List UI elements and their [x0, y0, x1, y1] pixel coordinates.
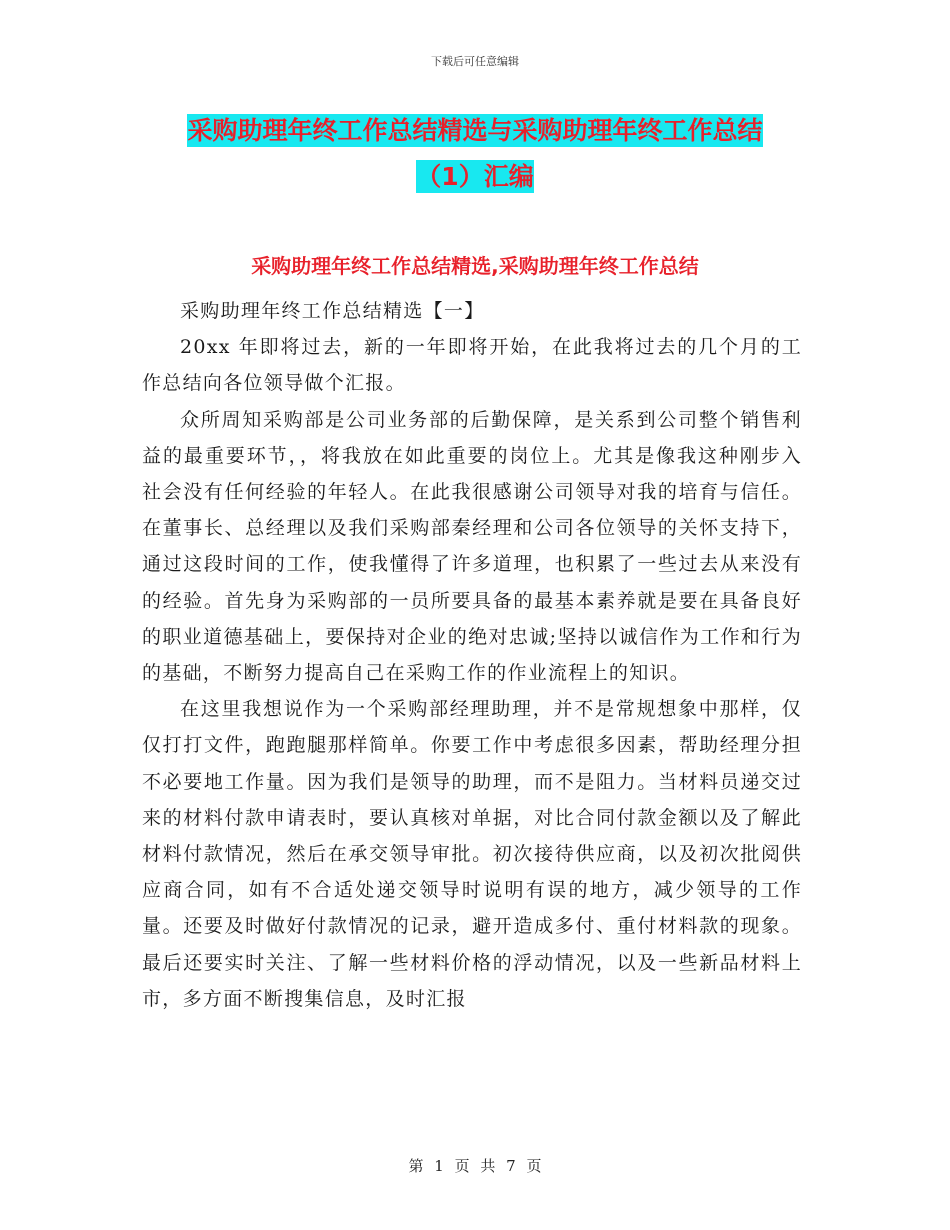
body-text: [142, 293, 802, 1017]
paragraph: 在这里我想说作为一个采购部经理助理，并不是常规想象中那样，仅仅打打文件，跑跑腿那样简单。你要工作中考虑很多因素，帮助经理分担不必要地工作量。因为我们是领导的助理，而不是阻力。当材料员递交过来的材料付款申请表时，要认真核对单据，对比合同付款金额以及了解此材料付款情况，然后在承交领导审批。初次接待供应商，以及初次批阅供应商合同，如有不合适处递交领导时说明有误的地方，减少领导的工作量。还要及时做好付款情况的记录，避开造成多付、重付材料款的现象。最后还要实时关注、了解一些材料价格的浮动情况，以及一些新品材料上市，多方面不断搜集信息，及时汇报: [142, 698, 802, 1010]
paragraph-section-heading: 采购助理年终工作总结精选【一】: [180, 300, 485, 322]
header-note: 下载后可任意编辑: [431, 55, 519, 68]
document-title: [140, 108, 810, 200]
page-footer: 第 1 页 共 7 页: [408, 1157, 542, 1175]
paragraph: 20xx 年即将过去，新的一年即将开始，在此我将过去的几个月的工作总结向各位领导做个汇报。: [142, 336, 802, 395]
title-line-2: （1）汇编: [416, 162, 534, 191]
section-subtitle: 采购助理年终工作总结精选,采购助理年终工作总结: [251, 254, 699, 278]
paragraph: 众所周知采购部是公司业务部的后勤保障，是关系到公司整个销售利益的最重要环节，，将我放在如此重要的岗位上。尤其是像我这种刚步入社会没有任何经验的年轻人。在此我很感谢公司领导对我的培育与信任。在董事长、总经理以及我们采购部秦经理和公司各位领导的关怀支持下，通过这段时间的工作，使我懂得了许多道理，也积累了一些过去从来没有的经验。首先身为采购部的一员所要具备的最基本素养就是要在具备良好的职业道德基础上，要保持对企业的绝对忠诚;坚持以诚信作为工作和行为的基础，不断努力提高自己在采购工作的作业流程上的知识。: [142, 408, 802, 685]
title-line-1: 采购助理年终工作总结精选与采购助理年终工作总结: [187, 116, 763, 145]
